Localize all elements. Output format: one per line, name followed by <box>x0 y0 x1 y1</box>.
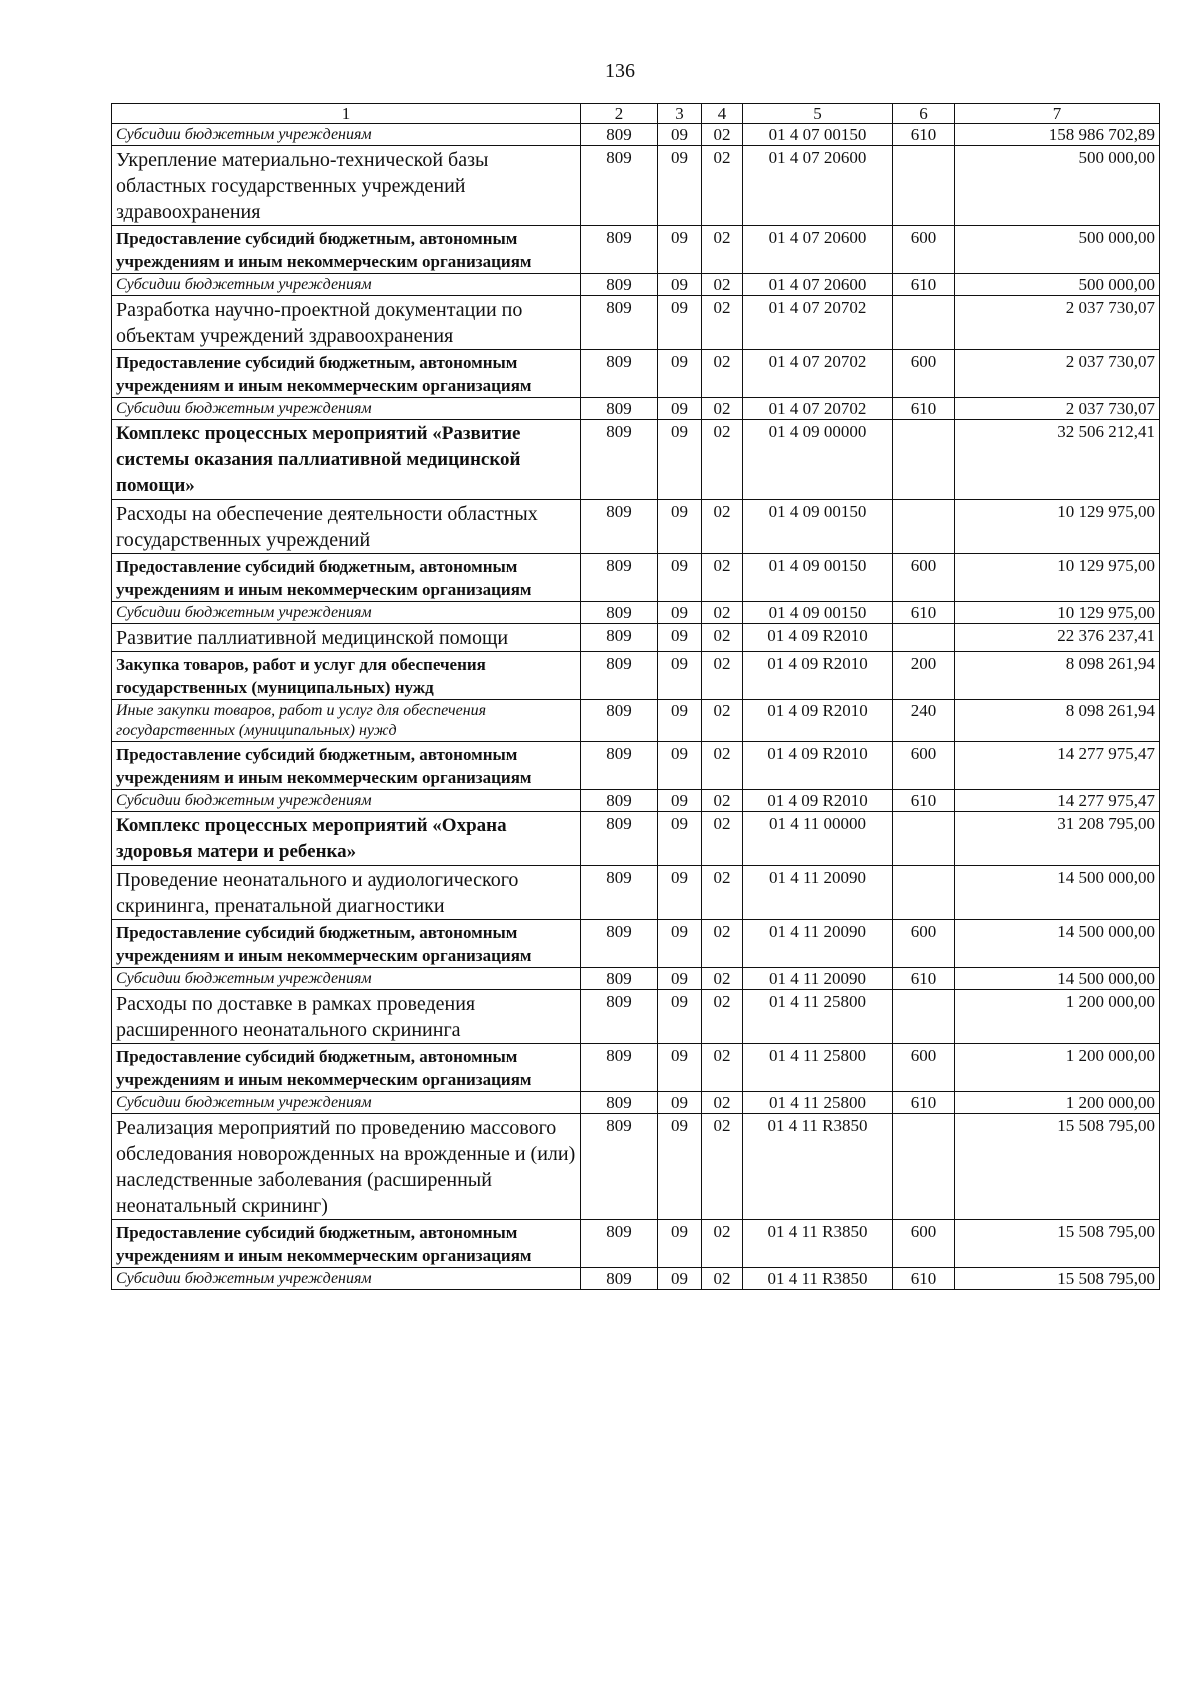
table-row <box>112 350 1160 398</box>
row-csr-cell: 01 4 11 R3850 <box>743 1268 893 1290</box>
row-pr-cell: 02 <box>702 990 743 1044</box>
row-vr-cell <box>893 296 955 350</box>
row-vr-cell: 610 <box>893 602 955 624</box>
row-gr-cell: 809 <box>581 790 658 812</box>
row-name-cell: Комплекс процессных мероприятий «Охрана здоровья матери и ребенка» <box>112 812 581 866</box>
row-sum-cell: 10 129 975,00 <box>955 500 1160 554</box>
table-row <box>112 146 1160 226</box>
column-header: 4 <box>702 104 743 124</box>
row-sum-cell: 1 200 000,00 <box>955 1044 1160 1092</box>
row-gr-cell: 809 <box>581 920 658 968</box>
row-csr-cell: 01 4 07 20600 <box>743 146 893 226</box>
table-row <box>112 920 1160 968</box>
row-rz-cell: 09 <box>658 1220 702 1268</box>
row-gr-cell: 809 <box>581 624 658 652</box>
row-gr-cell: 809 <box>581 274 658 296</box>
row-csr-cell: 01 4 07 20702 <box>743 296 893 350</box>
row-sum-cell: 2 037 730,07 <box>955 350 1160 398</box>
row-rz-cell: 09 <box>658 500 702 554</box>
row-name-cell: Субсидии бюджетным учреждениям <box>112 968 581 990</box>
table-row <box>112 990 1160 1044</box>
row-gr-cell: 809 <box>581 500 658 554</box>
row-csr-cell: 01 4 07 20600 <box>743 226 893 274</box>
row-pr-cell: 02 <box>702 350 743 398</box>
table-row <box>112 274 1160 296</box>
row-sum-cell: 15 508 795,00 <box>955 1220 1160 1268</box>
row-sum-cell: 32 506 212,41 <box>955 420 1160 500</box>
row-name-cell: Предоставление субсидий бюджетным, автономным учреждениям и иным некоммерческим организациям <box>112 1220 581 1268</box>
table-row <box>112 1114 1160 1220</box>
row-vr-cell <box>893 1114 955 1220</box>
row-csr-cell: 01 4 11 20090 <box>743 968 893 990</box>
table-row <box>112 420 1160 500</box>
row-gr-cell: 809 <box>581 1092 658 1114</box>
row-pr-cell: 02 <box>702 1044 743 1092</box>
row-vr-cell: 600 <box>893 742 955 790</box>
row-rz-cell: 09 <box>658 350 702 398</box>
table-row <box>112 790 1160 812</box>
row-csr-cell: 01 4 11 20090 <box>743 920 893 968</box>
row-csr-cell: 01 4 11 25800 <box>743 1092 893 1114</box>
row-sum-cell: 500 000,00 <box>955 226 1160 274</box>
row-pr-cell: 02 <box>702 866 743 920</box>
row-name-cell: Развитие паллиативной медицинской помощи <box>112 624 581 652</box>
row-rz-cell: 09 <box>658 866 702 920</box>
row-pr-cell: 02 <box>702 624 743 652</box>
row-sum-cell: 10 129 975,00 <box>955 554 1160 602</box>
row-name-cell: Субсидии бюджетным учреждениям <box>112 274 581 296</box>
row-pr-cell: 02 <box>702 790 743 812</box>
row-csr-cell: 01 4 09 R2010 <box>743 652 893 700</box>
row-sum-cell: 1 200 000,00 <box>955 990 1160 1044</box>
row-pr-cell: 02 <box>702 398 743 420</box>
row-gr-cell: 809 <box>581 742 658 790</box>
row-sum-cell: 2 037 730,07 <box>955 398 1160 420</box>
table-row <box>112 624 1160 652</box>
row-gr-cell: 809 <box>581 398 658 420</box>
row-sum-cell: 10 129 975,00 <box>955 602 1160 624</box>
row-rz-cell: 09 <box>658 398 702 420</box>
row-csr-cell: 01 4 07 00150 <box>743 124 893 146</box>
row-vr-cell: 200 <box>893 652 955 700</box>
row-gr-cell: 809 <box>581 1220 658 1268</box>
row-csr-cell: 01 4 11 20090 <box>743 866 893 920</box>
table-row <box>112 866 1160 920</box>
row-pr-cell: 02 <box>702 274 743 296</box>
row-rz-cell: 09 <box>658 812 702 866</box>
row-csr-cell: 01 4 09 00150 <box>743 602 893 624</box>
row-name-cell: Разработка научно-проектной документации по объектам учреждений здравоохранения <box>112 296 581 350</box>
row-csr-cell: 01 4 09 R2010 <box>743 790 893 812</box>
row-pr-cell: 02 <box>702 700 743 742</box>
column-header: 2 <box>581 104 658 124</box>
row-csr-cell: 01 4 11 25800 <box>743 1044 893 1092</box>
row-vr-cell <box>893 500 955 554</box>
row-name-cell: Предоставление субсидий бюджетным, автономным учреждениям и иным некоммерческим организациям <box>112 554 581 602</box>
row-pr-cell: 02 <box>702 146 743 226</box>
table-row <box>112 742 1160 790</box>
row-sum-cell: 15 508 795,00 <box>955 1114 1160 1220</box>
row-vr-cell: 610 <box>893 968 955 990</box>
row-vr-cell: 610 <box>893 790 955 812</box>
table-row <box>112 500 1160 554</box>
row-gr-cell: 809 <box>581 146 658 226</box>
row-pr-cell: 02 <box>702 1092 743 1114</box>
row-sum-cell: 1 200 000,00 <box>955 1092 1160 1114</box>
column-header: 5 <box>743 104 893 124</box>
row-vr-cell: 610 <box>893 124 955 146</box>
row-gr-cell: 809 <box>581 296 658 350</box>
row-name-cell: Предоставление субсидий бюджетным, автономным учреждениям и иным некоммерческим организациям <box>112 350 581 398</box>
row-csr-cell: 01 4 09 R2010 <box>743 700 893 742</box>
row-rz-cell: 09 <box>658 554 702 602</box>
table-row <box>112 700 1160 742</box>
row-rz-cell: 09 <box>658 1044 702 1092</box>
row-rz-cell: 09 <box>658 700 702 742</box>
row-gr-cell: 809 <box>581 1268 658 1290</box>
row-vr-cell <box>893 146 955 226</box>
row-rz-cell: 09 <box>658 920 702 968</box>
row-name-cell: Субсидии бюджетным учреждениям <box>112 398 581 420</box>
row-vr-cell <box>893 624 955 652</box>
row-gr-cell: 809 <box>581 602 658 624</box>
row-vr-cell <box>893 866 955 920</box>
table-row <box>112 1268 1160 1290</box>
row-name-cell: Расходы на обеспечение деятельности областных государственных учреждений <box>112 500 581 554</box>
row-vr-cell: 610 <box>893 1268 955 1290</box>
row-rz-cell: 09 <box>658 124 702 146</box>
row-pr-cell: 02 <box>702 500 743 554</box>
table-row <box>112 1044 1160 1092</box>
column-header: 7 <box>955 104 1160 124</box>
row-gr-cell: 809 <box>581 812 658 866</box>
page-number: 136 <box>605 60 635 82</box>
column-header: 1 <box>112 104 581 124</box>
row-csr-cell: 01 4 11 25800 <box>743 990 893 1044</box>
row-gr-cell: 809 <box>581 968 658 990</box>
row-vr-cell: 600 <box>893 1220 955 1268</box>
row-rz-cell: 09 <box>658 790 702 812</box>
row-rz-cell: 09 <box>658 624 702 652</box>
row-vr-cell: 610 <box>893 1092 955 1114</box>
row-sum-cell: 31 208 795,00 <box>955 812 1160 866</box>
row-sum-cell: 14 277 975,47 <box>955 790 1160 812</box>
row-gr-cell: 809 <box>581 124 658 146</box>
table-row <box>112 554 1160 602</box>
row-sum-cell: 14 500 000,00 <box>955 866 1160 920</box>
row-csr-cell: 01 4 09 00000 <box>743 420 893 500</box>
row-name-cell: Субсидии бюджетным учреждениям <box>112 790 581 812</box>
row-vr-cell: 600 <box>893 350 955 398</box>
row-csr-cell: 01 4 11 00000 <box>743 812 893 866</box>
row-vr-cell: 610 <box>893 398 955 420</box>
row-vr-cell: 240 <box>893 700 955 742</box>
row-name-cell: Комплекс процессных мероприятий «Развитие системы оказания паллиативной медицинской помощи» <box>112 420 581 500</box>
row-rz-cell: 09 <box>658 146 702 226</box>
row-pr-cell: 02 <box>702 1220 743 1268</box>
row-csr-cell: 01 4 07 20600 <box>743 274 893 296</box>
row-sum-cell: 15 508 795,00 <box>955 1268 1160 1290</box>
row-rz-cell: 09 <box>658 274 702 296</box>
row-sum-cell: 500 000,00 <box>955 274 1160 296</box>
row-sum-cell: 500 000,00 <box>955 146 1160 226</box>
table-row <box>112 124 1160 146</box>
row-name-cell: Укрепление материально-технической базы областных государственных учреждений здравоохранения <box>112 146 581 226</box>
row-pr-cell: 02 <box>702 124 743 146</box>
row-csr-cell: 01 4 11 R3850 <box>743 1114 893 1220</box>
row-pr-cell: 02 <box>702 296 743 350</box>
row-vr-cell: 600 <box>893 554 955 602</box>
row-sum-cell: 14 500 000,00 <box>955 968 1160 990</box>
table-row <box>112 296 1160 350</box>
row-gr-cell: 809 <box>581 990 658 1044</box>
row-name-cell: Иные закупки товаров, работ и услуг для обеспечения государственных (муниципальных) нужд <box>112 700 581 742</box>
row-gr-cell: 809 <box>581 554 658 602</box>
table-row <box>112 398 1160 420</box>
row-rz-cell: 09 <box>658 1114 702 1220</box>
row-pr-cell: 02 <box>702 1114 743 1220</box>
row-rz-cell: 09 <box>658 1268 702 1290</box>
row-gr-cell: 809 <box>581 1044 658 1092</box>
row-csr-cell: 01 4 07 20702 <box>743 350 893 398</box>
row-sum-cell: 8 098 261,94 <box>955 700 1160 742</box>
row-name-cell: Предоставление субсидий бюджетным, автономным учреждениям и иным некоммерческим организациям <box>112 742 581 790</box>
row-gr-cell: 809 <box>581 866 658 920</box>
row-sum-cell: 8 098 261,94 <box>955 652 1160 700</box>
row-pr-cell: 02 <box>702 968 743 990</box>
row-name-cell: Субсидии бюджетным учреждениям <box>112 1092 581 1114</box>
row-vr-cell: 610 <box>893 274 955 296</box>
row-gr-cell: 809 <box>581 350 658 398</box>
row-csr-cell: 01 4 11 R3850 <box>743 1220 893 1268</box>
row-name-cell: Субсидии бюджетным учреждениям <box>112 124 581 146</box>
row-rz-cell: 09 <box>658 742 702 790</box>
row-rz-cell: 09 <box>658 226 702 274</box>
row-csr-cell: 01 4 09 00150 <box>743 500 893 554</box>
row-rz-cell: 09 <box>658 602 702 624</box>
row-gr-cell: 809 <box>581 1114 658 1220</box>
row-rz-cell: 09 <box>658 1092 702 1114</box>
row-rz-cell: 09 <box>658 296 702 350</box>
row-name-cell: Закупка товаров, работ и услуг для обеспечения государственных (муниципальных) нужд <box>112 652 581 700</box>
table-row <box>112 1220 1160 1268</box>
row-gr-cell: 809 <box>581 700 658 742</box>
row-name-cell: Субсидии бюджетным учреждениям <box>112 1268 581 1290</box>
row-csr-cell: 01 4 09 R2010 <box>743 742 893 790</box>
table-row <box>112 226 1160 274</box>
row-vr-cell: 600 <box>893 226 955 274</box>
column-header: 6 <box>893 104 955 124</box>
row-pr-cell: 02 <box>702 812 743 866</box>
row-pr-cell: 02 <box>702 652 743 700</box>
row-rz-cell: 09 <box>658 990 702 1044</box>
row-sum-cell: 22 376 237,41 <box>955 624 1160 652</box>
row-vr-cell <box>893 812 955 866</box>
row-pr-cell: 02 <box>702 226 743 274</box>
row-sum-cell: 14 277 975,47 <box>955 742 1160 790</box>
row-gr-cell: 809 <box>581 420 658 500</box>
table-row <box>112 1092 1160 1114</box>
row-pr-cell: 02 <box>702 420 743 500</box>
table-header-row <box>112 104 1160 124</box>
row-name-cell: Предоставление субсидий бюджетным, автономным учреждениям и иным некоммерческим организациям <box>112 226 581 274</box>
row-name-cell: Предоставление субсидий бюджетным, автономным учреждениям и иным некоммерческим организациям <box>112 920 581 968</box>
row-csr-cell: 01 4 07 20702 <box>743 398 893 420</box>
row-pr-cell: 02 <box>702 742 743 790</box>
row-csr-cell: 01 4 09 R2010 <box>743 624 893 652</box>
row-pr-cell: 02 <box>702 1268 743 1290</box>
column-header: 3 <box>658 104 702 124</box>
row-rz-cell: 09 <box>658 652 702 700</box>
row-sum-cell: 158 986 702,89 <box>955 124 1160 146</box>
row-name-cell: Субсидии бюджетным учреждениям <box>112 602 581 624</box>
table-row <box>112 602 1160 624</box>
row-csr-cell: 01 4 09 00150 <box>743 554 893 602</box>
row-gr-cell: 809 <box>581 226 658 274</box>
table-row <box>112 968 1160 990</box>
row-pr-cell: 02 <box>702 554 743 602</box>
row-pr-cell: 02 <box>702 920 743 968</box>
row-sum-cell: 2 037 730,07 <box>955 296 1160 350</box>
row-name-cell: Реализация мероприятий по проведению массового обследования новорожденных на врожденные и (или) наследственные заболевания (расширенный неонатальный скрининг) <box>112 1114 581 1220</box>
row-gr-cell: 809 <box>581 652 658 700</box>
row-name-cell: Расходы по доставке в рамках проведения расширенного неонатального скрининга <box>112 990 581 1044</box>
table-body <box>112 104 1160 1290</box>
row-sum-cell: 14 500 000,00 <box>955 920 1160 968</box>
row-vr-cell <box>893 990 955 1044</box>
row-name-cell: Проведение неонатального и аудиологического скрининга, пренатальной диагностики <box>112 866 581 920</box>
budget-table <box>111 103 1160 1290</box>
table-row <box>112 812 1160 866</box>
row-vr-cell: 600 <box>893 1044 955 1092</box>
row-name-cell: Предоставление субсидий бюджетным, автономным учреждениям и иным некоммерческим организациям <box>112 1044 581 1092</box>
row-vr-cell <box>893 420 955 500</box>
row-vr-cell: 600 <box>893 920 955 968</box>
table-row <box>112 652 1160 700</box>
row-pr-cell: 02 <box>702 602 743 624</box>
row-rz-cell: 09 <box>658 420 702 500</box>
row-rz-cell: 09 <box>658 968 702 990</box>
